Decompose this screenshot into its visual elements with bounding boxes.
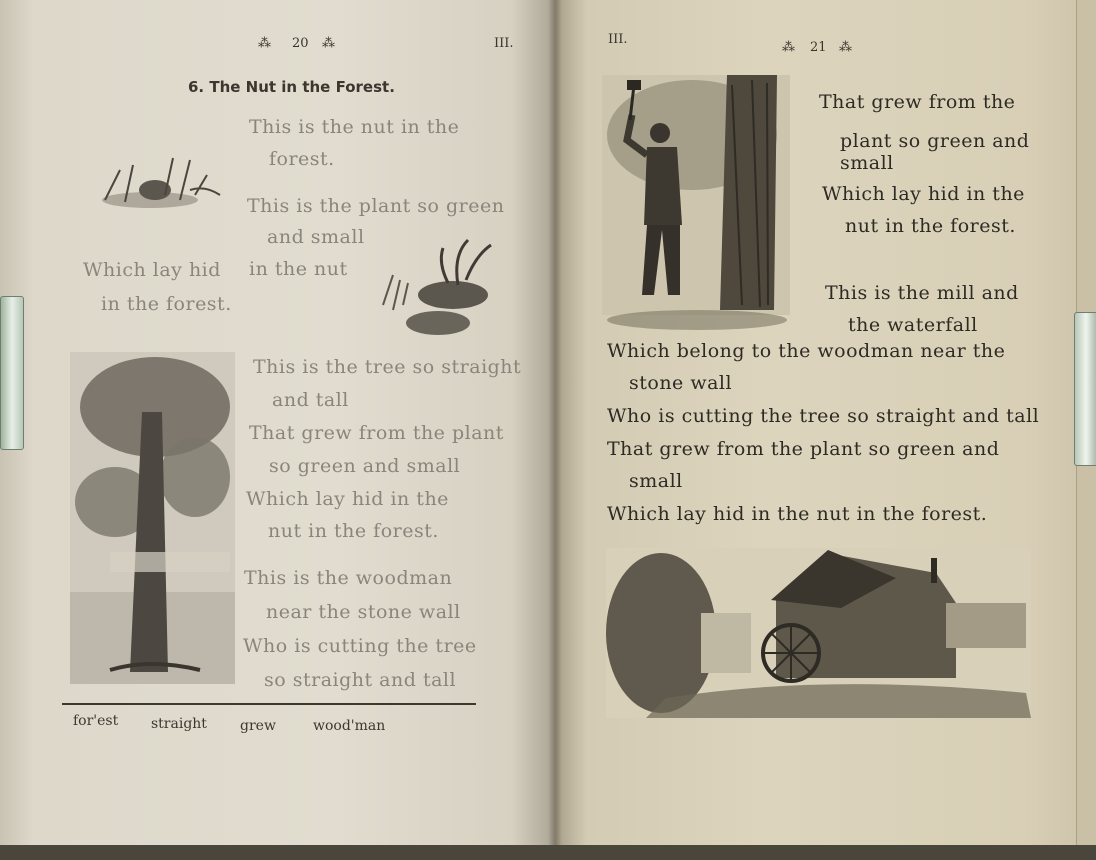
text-line: in the forest. bbox=[101, 293, 232, 315]
left-page-number: 20 bbox=[292, 36, 309, 51]
right-section-number: III. bbox=[608, 32, 628, 47]
text-line: in the nut bbox=[249, 258, 348, 280]
nut-illustration bbox=[95, 140, 225, 215]
right-page bbox=[556, 0, 1076, 845]
text-line: nut in the forest. bbox=[845, 215, 1016, 237]
text-line: small bbox=[629, 470, 683, 492]
right-page-number: 21 bbox=[810, 40, 827, 55]
text-line: so straight and tall bbox=[264, 669, 457, 691]
text-line: the waterfall bbox=[848, 314, 978, 336]
vocab-word: wood'man bbox=[313, 718, 386, 734]
text-line: stone wall bbox=[629, 372, 733, 394]
text-line: That grew from the plant bbox=[249, 422, 504, 444]
glass-weight-right bbox=[1074, 312, 1096, 466]
text-line: small bbox=[840, 152, 894, 174]
text-line: This is the plant so green bbox=[247, 195, 505, 217]
left-header-ornament-right: ⁂ bbox=[322, 36, 335, 51]
text-line: and tall bbox=[272, 389, 349, 411]
text-line: Which lay hid in the bbox=[822, 183, 1025, 205]
text-line: plant so green and bbox=[840, 130, 1030, 152]
vocabulary-rule bbox=[62, 703, 476, 705]
text-line: near the stone wall bbox=[266, 601, 461, 623]
text-line: and small bbox=[267, 226, 365, 248]
right-header-ornament-right: ⁂ bbox=[839, 40, 852, 55]
text-line: That grew from the bbox=[819, 91, 1016, 113]
table-surface bbox=[0, 845, 1096, 860]
text-line: This is the mill and bbox=[825, 282, 1019, 304]
text-line: so green and small bbox=[269, 455, 461, 477]
vocab-word: for'est bbox=[73, 713, 119, 729]
text-line: This is the nut in the bbox=[249, 116, 460, 138]
text-line: Which lay hid in the bbox=[246, 488, 449, 510]
text-line: Who is cutting the tree bbox=[243, 635, 477, 657]
text-line: Which lay hid in the nut in the forest. bbox=[607, 503, 988, 525]
left-header-ornament-left: ⁂ bbox=[258, 36, 271, 51]
text-line: Which belong to the woodman near the bbox=[607, 340, 1006, 362]
lesson-title: 6. The Nut in the Forest. bbox=[188, 78, 395, 96]
left-section-number: III. bbox=[494, 36, 514, 51]
mill-illustration bbox=[606, 548, 1031, 718]
left-page bbox=[0, 0, 556, 845]
tree-illustration bbox=[70, 352, 235, 684]
text-line: Who is cutting the tree so straight and tall bbox=[607, 405, 1040, 427]
text-line: nut in the forest. bbox=[268, 520, 439, 542]
woodman-illustration bbox=[602, 75, 790, 333]
text-line: That grew from the plant so green and bbox=[607, 438, 1000, 460]
right-header-ornament-left: ⁂ bbox=[782, 40, 795, 55]
text-line: This is the woodman bbox=[244, 567, 453, 589]
vocab-word: grew bbox=[240, 718, 276, 734]
vocab-word: straight bbox=[151, 716, 207, 732]
text-line: forest. bbox=[269, 148, 335, 170]
text-line: Which lay hid bbox=[83, 259, 221, 281]
plant-illustration bbox=[378, 235, 503, 345]
glass-weight-left bbox=[0, 296, 24, 450]
text-line: This is the tree so straight bbox=[253, 356, 522, 378]
book-gutter bbox=[548, 0, 562, 845]
